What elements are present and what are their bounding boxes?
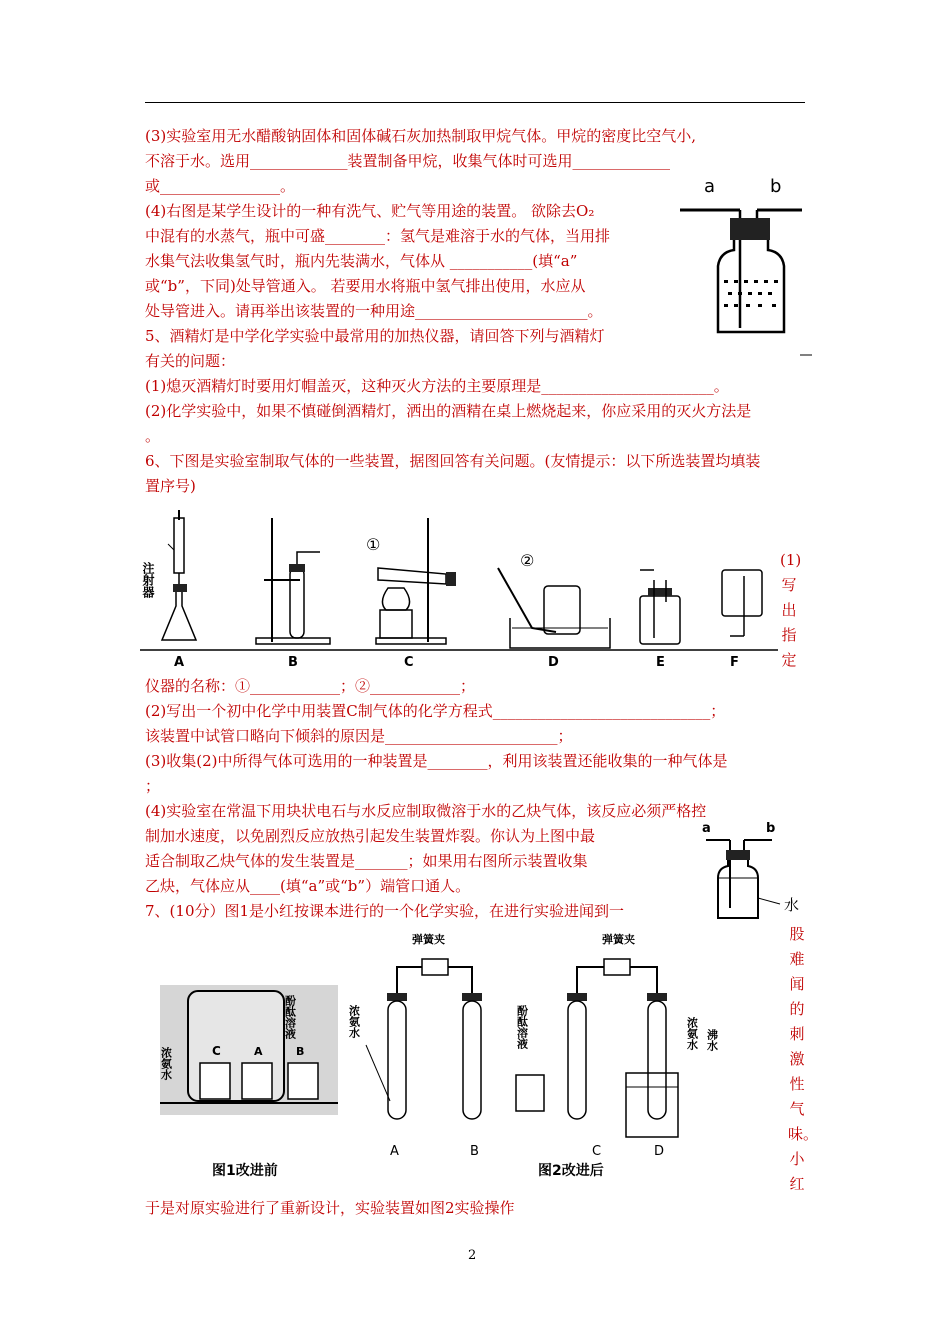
text-line: 适合制取乙炔气体的发生装置是_______；如果用右图所示装置收集 (145, 852, 588, 870)
label-D-fig2: D (654, 1144, 665, 1159)
text-line: ； (145, 777, 161, 795)
text-line: 有关的问题： (145, 352, 236, 370)
phenol-label-fig1: 酚酞溶液 (283, 995, 297, 1039)
ammonia-experiment-figure (160, 925, 720, 1185)
small-bottle-figure (700, 818, 810, 928)
text-line: (2)化学实验中，如果不慎碰倒酒精灯，洒出的酒精在桌上燃烧起来，你应采用的灭火方法是 (145, 402, 752, 420)
spring-clip-label-2: 弹簧夹 (602, 933, 635, 946)
label-A-fig2: A (390, 1144, 399, 1159)
conc-ammonia-label-fig1: 浓氨水 (160, 1047, 173, 1080)
text-line: 或“b”，下同)处导管通入。 若要用水将瓶中氢气排出使用，水应从 (145, 277, 586, 295)
text-line: (3)实验室用无水醋酸钠固体和固体碱石灰加热制取甲烷气体。甲烷的密度比空气小, (145, 127, 697, 145)
text-line: (4)右图是某学生设计的一种有洗气、贮气等用途的装置。 欲除去O₂ (145, 202, 595, 220)
label-b: b (766, 821, 776, 836)
spring-clip-label-1: 弹簧夹 (412, 933, 445, 946)
label-B-fig1: B (296, 1045, 305, 1058)
label-a: a (702, 821, 711, 836)
label-A-fig1: A (254, 1045, 263, 1058)
text-line: 仪器的名称：①____________；②____________； (145, 677, 476, 695)
text-line: 于是对原实验进行了重新设计，实验装置如图2实验操作 (145, 1199, 515, 1217)
text-line: 不溶于水。选用_____________装置制备甲烷，收集气体时可选用_____________ (145, 152, 671, 170)
label-a: a (704, 176, 716, 197)
conc-ammonia-label-fig2b: 浓氨水 (685, 1017, 699, 1050)
page-number: 2 (468, 1248, 477, 1263)
text-line: 水集气法收集氢气时，瓶内先装满水，气体从 ___________(填“a” (145, 252, 578, 270)
label-b: b (770, 176, 782, 197)
apparatus-row-figure (140, 510, 780, 672)
syringe-label: 注射器 (141, 562, 155, 598)
label-E: E (656, 655, 665, 670)
text-line: 6、下图是实验室制取气体的一些装置，据图回答有关问题。(友情提示：以下所选装置均填装 (145, 452, 761, 470)
label-C-fig1: C (212, 1044, 221, 1058)
label-B-fig2: B (470, 1144, 479, 1159)
label-water: 水 (784, 896, 800, 914)
vertical-text: 股 难 闻 的 刺 激 性 气 味。 小 红 (788, 925, 819, 1193)
conc-ammonia-label-fig2: 浓氨水 (347, 1005, 361, 1038)
text-line: 处导管进入。请再举出该装置的一种用途_______________________。 (145, 302, 603, 320)
text-line: (3)收集(2)中所得气体可选用的一种装置是________，利用该装置还能收集的一种气体是 (145, 752, 728, 770)
header-rule (145, 102, 805, 103)
fig2-caption: 图2改进后 (538, 1163, 604, 1179)
circle-1-label: ① (366, 535, 381, 554)
text-line: 5、酒精灯是中学化学实验中最常用的加热仪器，请回答下列与酒精灯 (145, 327, 605, 345)
text-line: (2)写出一个初中化学中用装置C制气体的化学方程式_____________________________； (145, 702, 726, 720)
label-F: F (730, 655, 739, 670)
fig1-caption: 图1改进前 (212, 1163, 278, 1179)
label-C-fig2: C (592, 1144, 602, 1159)
label-D: D (548, 655, 559, 670)
label-A: A (174, 655, 185, 670)
vertical-text: (1) 写 出 指 定 (780, 551, 802, 669)
label-C: C (404, 655, 414, 670)
gas-bottle-figure (672, 170, 812, 360)
phenol-label-fig2: 酚酞溶液 (515, 1005, 529, 1049)
text-line: 该装置中试管口略向下倾斜的原因是_______________________； (145, 727, 573, 745)
label-B: B (288, 655, 298, 670)
text-line: 中混有的水蒸气，瓶中可盛________：氢气是难溶于水的气体，当用排 (145, 227, 611, 245)
text-line: 7、(10分）图1是小红按课本进行的一个化学实验，在进行实验进闻到一 (145, 902, 625, 920)
text-line: 。 (145, 427, 161, 445)
text-line: 或________________。 (145, 177, 296, 195)
circle-2-label: ② (520, 551, 535, 570)
text-line: 置序号) (145, 477, 196, 495)
text-line: 乙炔，气体应从____(填“a”或“b”）端管口通人。 (145, 877, 471, 895)
text-line: (4)实验室在常温下用块状电石与水反应制取微溶于水的乙炔气体，该反应必须严格控 (145, 802, 707, 820)
boiling-water-label: 沸水 (705, 1029, 719, 1051)
text-line: (1)熄灭酒精灯时要用灯帽盖灭，这种灭火方法的主要原理是_______________________。 (145, 377, 729, 395)
text-line: 制加水速度，以免剧烈反应放热引起发生装置炸裂。你认为上图中最 (145, 827, 596, 845)
